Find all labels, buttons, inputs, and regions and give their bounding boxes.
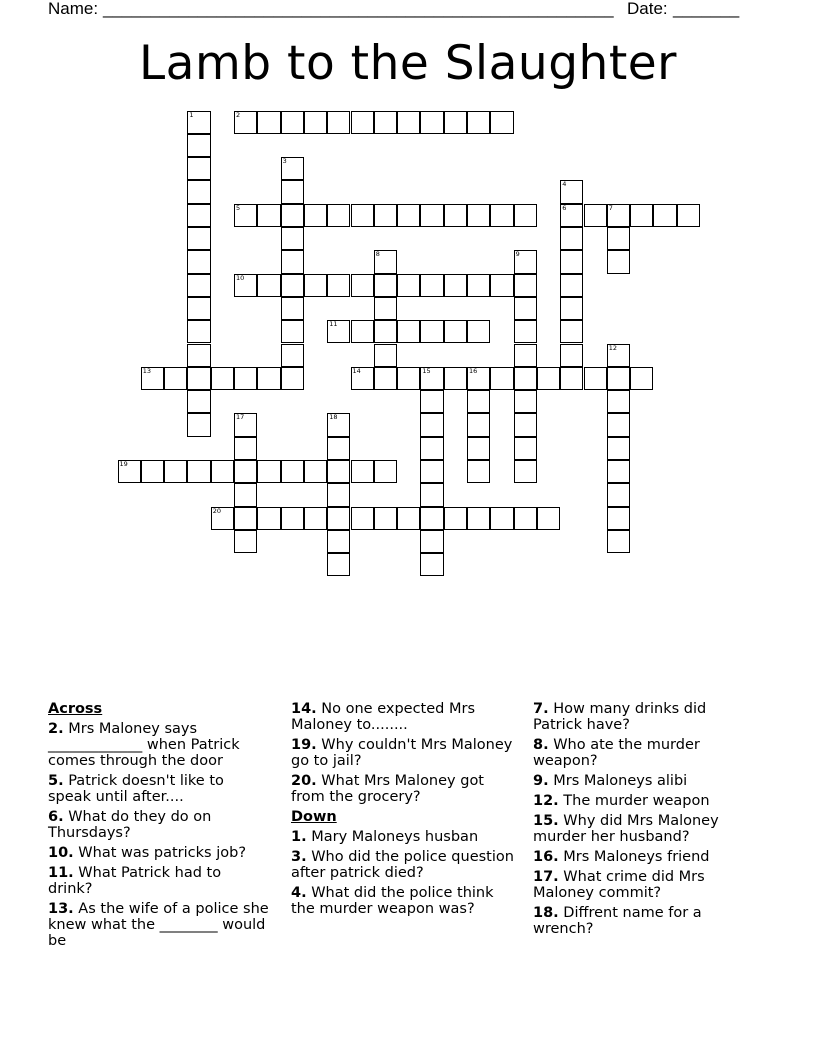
grid-cell[interactable] xyxy=(537,367,560,390)
grid-cell[interactable] xyxy=(327,507,350,530)
clues-column-1 xyxy=(48,701,270,953)
cell-number: 4 xyxy=(562,180,567,189)
grid-cell[interactable] xyxy=(281,227,304,250)
grid-cell[interactable] xyxy=(211,367,234,390)
cell-number: 5 xyxy=(236,203,241,212)
grid-cell[interactable] xyxy=(514,507,537,530)
grid-cell[interactable] xyxy=(374,297,397,320)
grid-cell[interactable] xyxy=(467,507,490,530)
grid-cell[interactable] xyxy=(467,367,490,390)
name-line[interactable]: ______________________________________________________ xyxy=(103,0,614,18)
grid-cell[interactable] xyxy=(281,344,304,367)
grid-cell[interactable] xyxy=(187,250,210,273)
grid-cell[interactable] xyxy=(281,274,304,297)
grid-cell[interactable] xyxy=(444,320,467,343)
grid-cell[interactable] xyxy=(420,111,443,134)
grid-cell[interactable] xyxy=(351,367,374,390)
grid-cell[interactable] xyxy=(187,180,210,203)
grid-cell[interactable] xyxy=(560,180,583,203)
grid-cell[interactable] xyxy=(234,367,257,390)
grid-cell[interactable] xyxy=(327,320,350,343)
grid-cell[interactable] xyxy=(420,367,443,390)
grid-cell[interactable] xyxy=(607,367,630,390)
grid-cell[interactable] xyxy=(374,367,397,390)
grid-cell[interactable] xyxy=(653,204,676,227)
grid-cell[interactable] xyxy=(187,367,210,390)
grid-cell[interactable] xyxy=(444,111,467,134)
grid-cell[interactable] xyxy=(374,460,397,483)
cell-number: 9 xyxy=(515,250,520,259)
grid-cell[interactable] xyxy=(374,344,397,367)
clue-down-18: 18. Diffrent name for a wrench? xyxy=(533,905,702,937)
grid-cell[interactable] xyxy=(420,553,443,576)
grid-cell[interactable] xyxy=(514,250,537,273)
grid-cell[interactable] xyxy=(467,460,490,483)
clue-down-16: 16. Mrs Maloneys friend xyxy=(533,849,710,865)
grid-cell[interactable] xyxy=(281,297,304,320)
grid-cell[interactable] xyxy=(514,390,537,413)
grid-cell[interactable] xyxy=(257,367,280,390)
grid-cell[interactable] xyxy=(351,460,374,483)
down-heading: Down xyxy=(291,809,337,825)
clue-across-11: 11. What Patrick had to drink? xyxy=(48,865,222,897)
cell-number: 1 xyxy=(189,110,194,119)
grid-cell[interactable] xyxy=(327,530,350,553)
clue-down-12: 12. The murder weapon xyxy=(533,793,710,809)
grid-cell[interactable] xyxy=(514,320,537,343)
clue-down-1: 1. Mary Maloneys husban xyxy=(291,829,479,845)
grid-cell[interactable] xyxy=(420,530,443,553)
grid-cell[interactable] xyxy=(467,413,490,436)
grid-cell[interactable] xyxy=(374,274,397,297)
cell-number: 19 xyxy=(119,460,128,468)
cell-number: 7 xyxy=(608,203,613,212)
grid-cell[interactable] xyxy=(467,437,490,460)
grid-cell[interactable] xyxy=(397,507,420,530)
clue-across-6: 6. What do they do on Thursdays? xyxy=(48,809,212,841)
grid-cell[interactable] xyxy=(444,507,467,530)
grid-cell[interactable] xyxy=(607,227,630,250)
grid-cell[interactable] xyxy=(374,111,397,134)
grid-cell[interactable] xyxy=(607,437,630,460)
grid-cell[interactable] xyxy=(281,460,304,483)
grid-cell[interactable] xyxy=(444,367,467,390)
grid-cell[interactable] xyxy=(490,111,513,134)
grid-cell[interactable] xyxy=(630,367,653,390)
grid-cell[interactable] xyxy=(257,507,280,530)
grid-cell[interactable] xyxy=(420,390,443,413)
cell-number: 10 xyxy=(236,273,245,282)
grid-cell[interactable] xyxy=(304,204,327,227)
grid-cell[interactable] xyxy=(607,344,630,367)
grid-cell[interactable] xyxy=(141,367,164,390)
grid-cell[interactable] xyxy=(327,111,350,134)
cell-number: 15 xyxy=(422,366,431,375)
cell-number: 12 xyxy=(608,343,618,352)
grid-cell[interactable] xyxy=(211,460,234,483)
grid-cell[interactable] xyxy=(374,250,397,273)
cell-number: 13 xyxy=(142,366,152,375)
grid-cell[interactable] xyxy=(187,227,210,250)
grid-cell[interactable] xyxy=(607,530,630,553)
clues-column-2 xyxy=(291,701,517,921)
grid-cell[interactable] xyxy=(304,507,327,530)
grid-cell[interactable] xyxy=(607,483,630,506)
clue-across-13: 13. As the wife of a police she knew what the ________ would be xyxy=(48,901,269,949)
grid-cell[interactable] xyxy=(607,390,630,413)
grid-cell[interactable] xyxy=(164,367,187,390)
grid-cell[interactable] xyxy=(560,274,583,297)
grid-cell[interactable] xyxy=(467,204,490,227)
grid-cell[interactable] xyxy=(351,111,374,134)
grid-cell[interactable] xyxy=(187,297,210,320)
grid-cell[interactable] xyxy=(420,483,443,506)
grid-cell[interactable] xyxy=(327,413,350,436)
cell-number: 2 xyxy=(236,110,241,119)
cell-number: 8 xyxy=(375,250,380,259)
grid-cell[interactable] xyxy=(467,274,490,297)
grid-cell[interactable] xyxy=(234,507,257,530)
grid-cell[interactable] xyxy=(187,390,210,413)
grid-cell[interactable] xyxy=(304,274,327,297)
grid-cell[interactable] xyxy=(514,344,537,367)
grid-cell[interactable] xyxy=(187,460,210,483)
grid-cell[interactable] xyxy=(397,204,420,227)
grid-cell[interactable] xyxy=(281,507,304,530)
grid-cell[interactable] xyxy=(281,250,304,273)
grid-cell[interactable] xyxy=(234,274,257,297)
clue-down-7: 7. How many drinks did Patrick have? xyxy=(533,701,707,733)
grid-cell[interactable] xyxy=(560,227,583,250)
grid-cell[interactable] xyxy=(234,437,257,460)
grid-cell[interactable] xyxy=(327,437,350,460)
grid-cell[interactable] xyxy=(141,460,164,483)
grid-cell[interactable] xyxy=(630,204,653,227)
clue-down-8: 8. Who ate the murder weapon? xyxy=(533,737,700,769)
grid-cell[interactable] xyxy=(584,204,607,227)
grid-cell[interactable] xyxy=(234,483,257,506)
grid-cell[interactable] xyxy=(257,204,280,227)
grid-cell[interactable] xyxy=(397,274,420,297)
grid-cell[interactable] xyxy=(257,460,280,483)
grid-cell[interactable] xyxy=(351,274,374,297)
grid-cell[interactable] xyxy=(514,460,537,483)
grid-cell[interactable] xyxy=(420,204,443,227)
grid-cell[interactable] xyxy=(187,157,210,180)
grid-cell[interactable] xyxy=(444,274,467,297)
grid-cell[interactable] xyxy=(351,204,374,227)
grid-cell[interactable] xyxy=(281,367,304,390)
grid-cell[interactable] xyxy=(327,483,350,506)
grid-cell[interactable] xyxy=(187,274,210,297)
cell-number: 18 xyxy=(329,413,338,422)
cell-number: 20 xyxy=(212,506,221,515)
grid-cell[interactable] xyxy=(467,320,490,343)
grid-cell[interactable] xyxy=(397,320,420,343)
grid-cell[interactable] xyxy=(560,297,583,320)
grid-cell[interactable] xyxy=(514,367,537,390)
page-title: Lamb to the Slaughter xyxy=(138,36,677,91)
grid-cell[interactable] xyxy=(467,390,490,413)
clue-across-20: 20. What Mrs Maloney got from the grocery? xyxy=(291,773,484,805)
grid-cell[interactable] xyxy=(607,507,630,530)
grid-cell[interactable] xyxy=(234,413,257,436)
clue-across-2: 2. Mrs Maloney says _____________ when Patrick comes through the door xyxy=(48,721,240,769)
grid-cell[interactable] xyxy=(234,111,257,134)
grid-cell[interactable] xyxy=(420,507,443,530)
grid-cell[interactable] xyxy=(327,274,350,297)
grid-cell[interactable] xyxy=(420,437,443,460)
grid-cell[interactable] xyxy=(234,530,257,553)
grid-cell[interactable] xyxy=(211,507,234,530)
grid-cell[interactable] xyxy=(490,204,513,227)
clue-down-9: 9. Mrs Maloneys alibi xyxy=(533,773,688,789)
grid-cell[interactable] xyxy=(187,344,210,367)
cell-number: 3 xyxy=(282,157,287,166)
grid-cell[interactable] xyxy=(537,507,560,530)
grid-cell[interactable] xyxy=(281,320,304,343)
date-line[interactable]: _______ xyxy=(673,0,740,18)
grid-cell[interactable] xyxy=(187,111,210,134)
grid-cell[interactable] xyxy=(607,460,630,483)
grid-cell[interactable] xyxy=(187,204,210,227)
grid-cell[interactable] xyxy=(397,111,420,134)
grid-cell[interactable] xyxy=(234,204,257,227)
grid-cell[interactable] xyxy=(560,367,583,390)
grid-cell[interactable] xyxy=(164,460,187,483)
grid-cell[interactable] xyxy=(490,507,513,530)
grid-cell[interactable] xyxy=(560,320,583,343)
grid-cell[interactable] xyxy=(397,367,420,390)
grid-cell[interactable] xyxy=(514,437,537,460)
grid-cell[interactable] xyxy=(607,413,630,436)
grid-cell[interactable] xyxy=(607,250,630,273)
clue-across-10: 10. What was patricks job? xyxy=(48,845,247,861)
grid-cell[interactable] xyxy=(420,413,443,436)
clue-across-14: 14. No one expected Mrs Maloney to........ xyxy=(291,701,476,733)
grid-cell[interactable] xyxy=(257,111,280,134)
grid-cell[interactable] xyxy=(304,460,327,483)
grid-cell[interactable] xyxy=(374,204,397,227)
grid-cell[interactable] xyxy=(281,204,304,227)
grid-cell[interactable] xyxy=(607,204,630,227)
grid-cell[interactable] xyxy=(327,553,350,576)
grid-cell[interactable] xyxy=(327,460,350,483)
grid-cell[interactable] xyxy=(420,320,443,343)
grid-cell[interactable] xyxy=(281,111,304,134)
grid-cell[interactable] xyxy=(560,344,583,367)
cell-number: 6 xyxy=(562,203,567,212)
grid-cell[interactable] xyxy=(584,367,607,390)
grid-cell[interactable] xyxy=(304,111,327,134)
clue-down-17: 17. What crime did Mrs Maloney commit? xyxy=(533,869,705,901)
clue-across-19: 19. Why couldn't Mrs Maloney go to jail? xyxy=(291,737,513,769)
grid-cell[interactable] xyxy=(444,204,467,227)
clues-column-3 xyxy=(533,701,733,941)
clue-down-4: 4. What did the police think the murder weapon was? xyxy=(291,885,494,917)
grid-cell[interactable] xyxy=(281,157,304,180)
grid-cell[interactable] xyxy=(374,507,397,530)
grid-cell[interactable] xyxy=(187,320,210,343)
grid-cell[interactable] xyxy=(351,507,374,530)
clue-across-5: 5. Patrick doesn't like to speak until after.... xyxy=(48,773,224,805)
cell-number: 16 xyxy=(469,366,478,375)
grid-cell[interactable] xyxy=(514,413,537,436)
grid-cell[interactable] xyxy=(514,297,537,320)
grid-cell[interactable] xyxy=(467,111,490,134)
grid-cell[interactable] xyxy=(257,274,280,297)
grid-cell[interactable] xyxy=(420,274,443,297)
grid-cell[interactable] xyxy=(677,204,700,227)
grid-cell[interactable] xyxy=(420,460,443,483)
grid-cell[interactable] xyxy=(374,320,397,343)
grid-cell[interactable] xyxy=(514,274,537,297)
cell-number: 14 xyxy=(352,366,361,375)
cell-number: 17 xyxy=(236,413,245,422)
cell-number: 11 xyxy=(329,320,338,329)
grid-cell[interactable] xyxy=(560,204,583,227)
grid-cell[interactable] xyxy=(234,460,257,483)
name-label: Name: xyxy=(48,0,99,18)
clue-down-3: 3. Who did the police question after patrick died? xyxy=(291,849,514,881)
grid-cell[interactable] xyxy=(351,320,374,343)
grid-cell[interactable] xyxy=(327,204,350,227)
date-label: Date: xyxy=(627,0,668,18)
grid-cell[interactable] xyxy=(118,460,141,483)
across-heading: Across xyxy=(48,701,103,717)
grid-cell[interactable] xyxy=(187,134,210,157)
grid-cell[interactable] xyxy=(560,250,583,273)
grid-cell[interactable] xyxy=(514,204,537,227)
grid-cell[interactable] xyxy=(490,367,513,390)
grid-cell[interactable] xyxy=(187,413,210,436)
grid-cell[interactable] xyxy=(281,180,304,203)
grid-cell[interactable] xyxy=(490,274,513,297)
clue-down-15: 15. Why did Mrs Maloney murder her husband? xyxy=(533,813,719,845)
